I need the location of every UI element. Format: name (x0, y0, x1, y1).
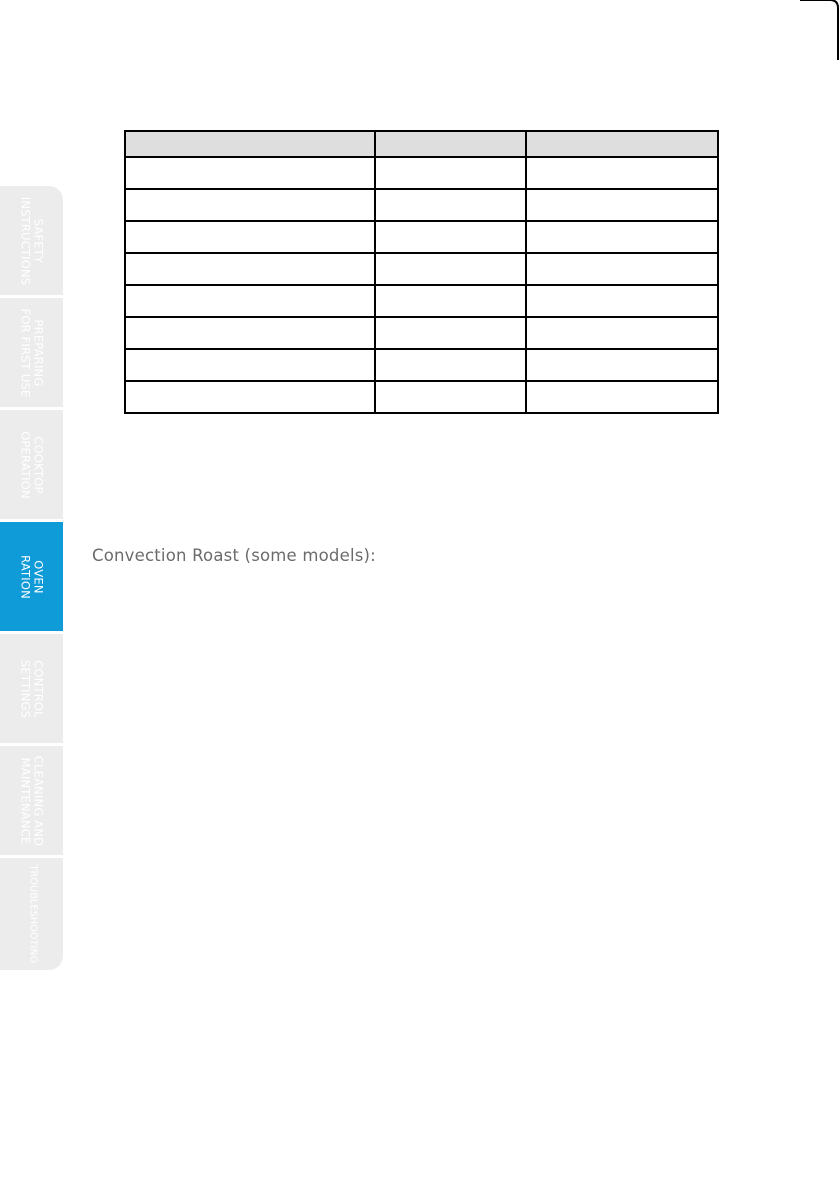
table-cell (375, 221, 526, 253)
table-cell (526, 253, 718, 285)
cooking-table (124, 130, 719, 414)
table-cell (125, 317, 375, 349)
table-cell (125, 253, 375, 285)
table-cell (125, 349, 375, 381)
table-row (125, 317, 718, 349)
table-cell (526, 221, 718, 253)
section-heading: Convection Roast (some models): (92, 546, 376, 565)
tab-safety-instructions[interactable] (0, 186, 63, 298)
tab-label: CONTROL SETTINGS (18, 659, 45, 718)
tab-label: OVEN RATION (18, 554, 45, 599)
table-row (125, 381, 718, 413)
tab-label: PREPARING FOR FIRST USE (18, 308, 45, 397)
table-row (125, 189, 718, 221)
table-cell (375, 157, 526, 189)
table-cell (375, 189, 526, 221)
tab-control-settings[interactable] (0, 634, 63, 746)
table-header-row (125, 131, 718, 157)
table-cell (526, 157, 718, 189)
side-tab-nav (0, 186, 63, 970)
table-header-cell (375, 131, 526, 157)
tab-label: SAFETY INSTRUCTIONS (18, 196, 45, 285)
tab-label: COOKTOP OPERATION (18, 430, 45, 499)
table-cell (125, 285, 375, 317)
tab-cleaning-and-maintenance[interactable] (0, 746, 63, 858)
table-cell (526, 189, 718, 221)
table-cell (526, 381, 718, 413)
table-cell (375, 317, 526, 349)
table-cell (526, 317, 718, 349)
table-cell (375, 349, 526, 381)
table-cell (526, 349, 718, 381)
table-row (125, 253, 718, 285)
tab-oven-operation[interactable] (0, 522, 63, 634)
table-cell (125, 189, 375, 221)
tab-label: CLEANING AND MAINTENANCE (18, 755, 45, 846)
table-row (125, 285, 718, 317)
page-corner-mark (800, 0, 840, 60)
table-row (125, 157, 718, 189)
table-cell (125, 381, 375, 413)
tab-label: TROUBLESHOOTING (26, 864, 38, 964)
table-cell (526, 285, 718, 317)
table-row (125, 221, 718, 253)
table-cell (125, 157, 375, 189)
tab-troubleshooting[interactable] (0, 858, 63, 970)
tab-cooktop-operation[interactable] (0, 410, 63, 522)
table-row (125, 349, 718, 381)
table-header-cell (125, 131, 375, 157)
table-header-cell (526, 131, 718, 157)
tab-preparing-for-first-use[interactable] (0, 298, 63, 410)
table-cell (375, 253, 526, 285)
table-cell (125, 221, 375, 253)
table-cell (375, 285, 526, 317)
table-cell (375, 381, 526, 413)
